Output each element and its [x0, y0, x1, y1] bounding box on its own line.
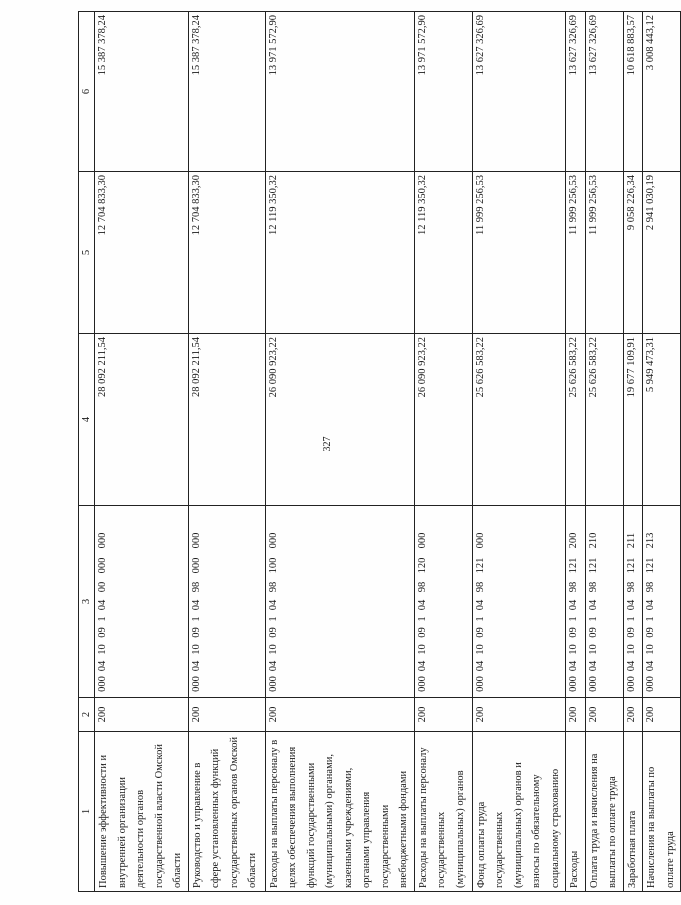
table-row — [95, 12, 189, 892]
amount-cell-col5: 12 704 833,30 — [188, 172, 265, 334]
code-segment: 98 — [416, 581, 428, 593]
code-segment: 04 — [645, 660, 656, 672]
code-segment: 10 — [645, 644, 656, 655]
code-segment: 98 — [587, 581, 599, 593]
code-segment: 98 — [190, 581, 202, 593]
code-segment: 1 — [587, 616, 599, 622]
table-row — [585, 12, 623, 892]
amount-cell-col4: 28 092 211,54 — [95, 334, 189, 506]
row-name-cell: Расходы на выплаты персоналу государственных (муниципальных) органов — [414, 732, 472, 892]
code-segment: 04 — [645, 599, 656, 611]
amount-cell-col6: 10 618 883,57 — [623, 12, 643, 172]
code-segment: 121 — [645, 557, 656, 574]
code-segment: 1 — [474, 616, 486, 622]
admin-code-cell: 200 — [585, 698, 623, 732]
row-name-cell: Заработная плата — [623, 732, 643, 892]
classification-code-cell — [265, 506, 414, 698]
amount-cell-col5: 2 941 030,19 — [643, 172, 681, 334]
code-segment: 000 — [625, 676, 637, 692]
code-segment: 04 — [190, 599, 202, 611]
table-row — [566, 12, 586, 892]
classification-code-cell — [623, 506, 643, 698]
amount-cell-col6: 3 008 443,12 — [643, 12, 681, 172]
page-number: 327 — [322, 436, 333, 452]
row-name-cell: Оплата труда и начисления на выплаты по оплате труда — [585, 732, 623, 892]
code-segment: 98 — [625, 581, 637, 593]
amount-cell-col5: 12 119 350,32 — [265, 172, 414, 334]
row-name-cell: Расходы на выплаты персоналу в целях обеспечения выполнения функций государственными (муниципальными) органами, казенными учреждениями, органами управления государственными внебюджетными фондами — [265, 732, 414, 892]
code-segment: 1 — [97, 616, 108, 622]
amount-cell-col5: 11 999 256,53 — [566, 172, 586, 334]
code-segment: 10 — [267, 644, 279, 655]
code-segment: 1 — [267, 616, 279, 622]
table-row — [623, 12, 643, 892]
code-segment: 000 — [267, 676, 279, 692]
amount-cell-col6: 13 971 572,90 — [265, 12, 414, 172]
amount-cell-col5: 11 999 256,53 — [472, 172, 566, 334]
code-segment: 1 — [190, 616, 202, 622]
code-segment: 04 — [568, 660, 579, 672]
header-cell-2: 2 — [79, 698, 95, 732]
table-row — [472, 12, 566, 892]
row-name-cell: Начисления на выплаты по оплате труда — [643, 732, 681, 892]
code-segment: 04 — [267, 599, 279, 611]
amount-cell-col4: 26 090 923,22 — [414, 334, 472, 506]
code-segment: 000 — [568, 676, 579, 692]
code-segment: 000 — [416, 676, 428, 692]
code-segment: 10 — [587, 644, 599, 655]
code-segment: 210 — [587, 532, 599, 549]
table-row — [414, 12, 472, 892]
admin-code-cell: 200 — [414, 698, 472, 732]
classification-code-cell — [95, 506, 189, 698]
code-segment: 000 — [190, 557, 202, 574]
header-cell-3: 3 — [79, 506, 95, 698]
code-segment: 000 — [416, 532, 428, 549]
table-row — [643, 12, 681, 892]
code-segment: 04 — [587, 599, 599, 611]
code-segment: 04 — [416, 599, 428, 611]
code-segment: 10 — [568, 644, 579, 655]
code-segment: 10 — [190, 644, 202, 655]
code-segment: 98 — [568, 581, 579, 593]
code-segment: 200 — [568, 532, 579, 549]
code-segment: 09 — [416, 627, 428, 638]
rotated-page-content — [78, 12, 676, 892]
code-segment: 09 — [97, 627, 108, 638]
code-segment: 121 — [568, 557, 579, 574]
header-row — [79, 12, 95, 892]
amount-cell-col4: 25 626 583,22 — [566, 334, 586, 506]
code-segment: 000 — [97, 676, 108, 692]
code-segment: 04 — [568, 599, 579, 611]
code-segment: 000 — [474, 532, 486, 549]
classification-code-cell — [188, 506, 265, 698]
amount-cell-col6: 13 627 326,69 — [472, 12, 566, 172]
code-segment: 121 — [625, 557, 637, 574]
code-segment: 120 — [416, 557, 428, 574]
code-segment: 1 — [568, 616, 579, 622]
code-segment: 100 — [267, 557, 279, 574]
amount-cell-col6: 15 387 378,24 — [95, 12, 189, 172]
code-segment: 04 — [97, 660, 108, 672]
amount-cell-col4: 25 626 583,22 — [585, 334, 623, 506]
code-segment: 10 — [97, 644, 108, 655]
code-segment: 09 — [625, 627, 637, 638]
amount-cell-col4: 5 949 473,31 — [643, 334, 681, 506]
code-segment: 1 — [645, 616, 656, 622]
admin-code-cell: 200 — [95, 698, 189, 732]
admin-code-cell: 200 — [623, 698, 643, 732]
amount-cell-col6: 13 627 326,69 — [585, 12, 623, 172]
code-segment: 121 — [587, 557, 599, 574]
code-segment: 000 — [97, 532, 108, 549]
code-segment: 000 — [587, 676, 599, 692]
amount-cell-col5: 9 058 226,34 — [623, 172, 643, 334]
code-segment: 98 — [645, 581, 656, 593]
amount-cell-col4: 25 626 583,22 — [472, 334, 566, 506]
code-segment: 10 — [416, 644, 428, 655]
code-segment: 1 — [625, 616, 637, 622]
code-segment: 000 — [97, 557, 108, 574]
classification-code-cell — [472, 506, 566, 698]
code-segment: 09 — [267, 627, 279, 638]
classification-code-cell — [414, 506, 472, 698]
code-segment: 09 — [568, 627, 579, 638]
amount-cell-col6: 13 627 326,69 — [566, 12, 586, 172]
admin-code-cell: 200 — [472, 698, 566, 732]
code-segment: 04 — [190, 660, 202, 672]
header-cell-1: 1 — [79, 732, 95, 892]
classification-code-cell — [585, 506, 623, 698]
row-name-cell: Руководство и управление в сфере установленных функций государственных органов Омской области — [188, 732, 265, 892]
amount-cell-col4: 19 677 109,91 — [623, 334, 643, 506]
table-row — [265, 12, 414, 892]
header-cell-5: 5 — [79, 172, 95, 334]
code-segment: 09 — [190, 627, 202, 638]
amount-cell-col5: 12 119 350,32 — [414, 172, 472, 334]
amount-cell-col5: 12 704 833,30 — [95, 172, 189, 334]
code-segment: 04 — [625, 599, 637, 611]
code-segment: 04 — [97, 599, 108, 611]
code-segment: 10 — [474, 644, 486, 655]
code-segment: 04 — [416, 660, 428, 672]
code-segment: 10 — [625, 644, 637, 655]
admin-code-cell: 200 — [643, 698, 681, 732]
amount-cell-col6: 15 387 378,24 — [188, 12, 265, 172]
code-segment: 213 — [645, 532, 656, 549]
code-segment: 04 — [625, 660, 637, 672]
code-segment: 1 — [416, 616, 428, 622]
admin-code-cell: 200 — [188, 698, 265, 732]
admin-code-cell: 200 — [265, 698, 414, 732]
code-segment: 98 — [267, 581, 279, 593]
code-segment: 121 — [474, 557, 486, 574]
row-name-cell: Повышение эффективности и внутренней организации деятельности органов государственной власти Омской области — [95, 732, 189, 892]
code-segment: 04 — [267, 660, 279, 672]
admin-code-cell: 200 — [566, 698, 586, 732]
code-segment: 04 — [474, 660, 486, 672]
code-segment: 211 — [625, 532, 637, 549]
header-cell-4: 4 — [79, 334, 95, 506]
row-name-cell: Расходы — [566, 732, 586, 892]
code-segment: 09 — [645, 627, 656, 638]
amount-cell-col6: 13 971 572,90 — [414, 12, 472, 172]
amount-cell-col4: 26 090 923,22 — [265, 334, 414, 506]
classification-code-cell — [643, 506, 681, 698]
code-segment: 04 — [474, 599, 486, 611]
budget-table — [78, 11, 681, 892]
amount-cell-col4: 28 092 211,54 — [188, 334, 265, 506]
code-segment: 000 — [474, 676, 486, 692]
code-segment: 000 — [190, 532, 202, 549]
code-segment: 000 — [267, 532, 279, 549]
code-segment: 00 — [97, 581, 108, 593]
header-cell-6: 6 — [79, 12, 95, 172]
classification-code-cell — [566, 506, 586, 698]
code-segment: 04 — [587, 660, 599, 672]
row-name-cell: Фонд оплаты труда государственных (муниципальных) органов и взносы по обязательному социальному страхованию — [472, 732, 566, 892]
table-row — [188, 12, 265, 892]
code-segment: 98 — [474, 581, 486, 593]
amount-cell-col5: 11 999 256,53 — [585, 172, 623, 334]
code-segment: 09 — [587, 627, 599, 638]
code-segment: 000 — [645, 676, 656, 692]
code-segment: 000 — [190, 676, 202, 692]
code-segment: 09 — [474, 627, 486, 638]
